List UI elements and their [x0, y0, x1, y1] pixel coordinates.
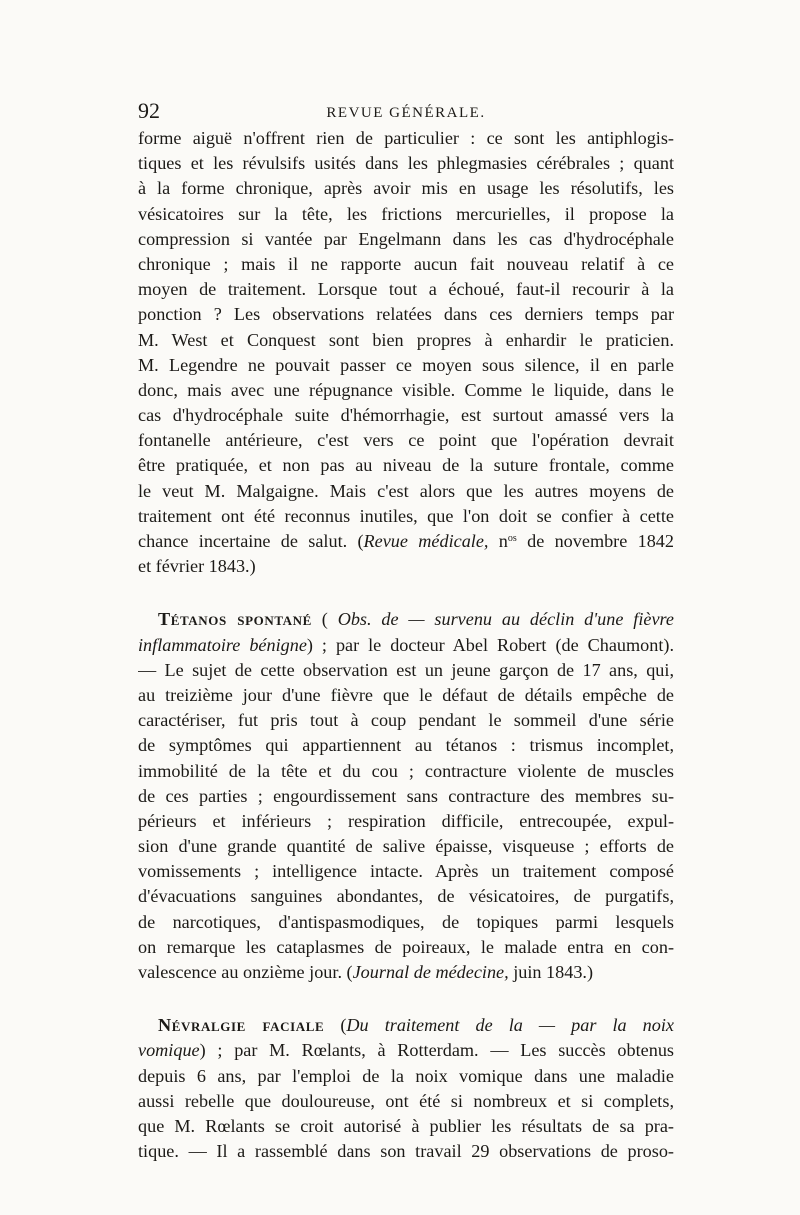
section-gap [138, 579, 674, 607]
section-subtitle-cont: vomique [138, 1040, 200, 1061]
text-line: — Le sujet de cette observation est un jeune garçon de 17 ans, qui, [138, 659, 674, 680]
text-line: ponction ? Les observations relatées dans ces derniers temps par [138, 304, 674, 325]
text-line: cas d'hydrocéphale suite d'hémorrhagie, est surtout amassé vers la [138, 405, 674, 426]
citation-journal: Journal de médecine, [352, 962, 509, 982]
paragraph-hydrocephale [138, 126, 674, 579]
text-line: de ces parties ; engourdissement sans contracture des membres su- [138, 785, 674, 806]
text-line: le veut M. Malgaigne. Mais c'est alors que les autres moyens de [138, 480, 674, 501]
text-line: compression si vantée par Engelmann dans les cas d'hydrocéphale [138, 228, 674, 249]
text-line: d'évacuations sanguines abondantes, de vésicatoires, de purgatifs, [138, 886, 674, 907]
text-line: à la forme chronique, après avoir mis en usage les résolutifs, les [138, 178, 674, 199]
text-line: de symptômes qui appartiennent au tétanos : trismus incomplet, [138, 735, 674, 756]
section-title-nevralgie: Névralgie faciale [158, 1015, 325, 1036]
section-heading-line [138, 607, 674, 632]
text-line: être pratiquée, et non pas au niveau de la suture frontale, comme [138, 455, 674, 476]
text-line: et février 1843.) [138, 556, 256, 577]
text-line: au treizième jour d'une fièvre que le défaut de détails empêche de [138, 684, 674, 705]
text-line: M. Legendre ne pouvait passer ce moyen sous silence, il en parle [138, 354, 674, 375]
text-line: sion d'une grande quantité de salive épaisse, visqueuse ; efforts de [138, 836, 674, 857]
section-gap [138, 985, 674, 1013]
text-line-citation [138, 960, 674, 985]
section-subtitle: Du traitement de la — par la noix [346, 1015, 674, 1036]
text-line: donc, mais avec une répugnance visible. Comme le liquide, dans le [138, 379, 674, 400]
text-line: moyen de traitement. Lorsque tout a échoué, faut-il recourir à la [138, 279, 674, 300]
section-author: ) ; par M. Rœlants, à Rotterdam. — Les succès obtenus [199, 1040, 674, 1061]
text-line [138, 633, 674, 658]
text-line: chronique ; mais il ne rapporte aucun fait nouveau relatif à ce [138, 253, 674, 274]
text-line: depuis 6 ans, par l'emploi de la noix vomique dans une maladie [138, 1065, 674, 1086]
text-line: traitement ont été reconnus inutiles, que l'on doit se confier à cette [138, 505, 674, 526]
text-line: aussi rebelle que douloureuse, ont été si nombreux et si complets, [138, 1090, 674, 1111]
text-line: de narcotiques, d'antispasmodiques, de topiques parmi lesquels [138, 911, 674, 932]
citation-lead: valescence au onzième jour. ( [138, 962, 353, 982]
text-line-citation: chance incertaine de salut. (Revue médicale, $n^{os}$ de novembre 1842 [138, 531, 674, 551]
text-line: périeurs et inférieurs ; respiration difficile, entrecoupée, expul- [138, 810, 674, 831]
text-line: M. West et Conquest sont bien propres à enhardir le praticien. [138, 329, 674, 350]
page-header [138, 98, 674, 126]
text-line: on remarque les cataplasmes de poireaux, le malade entra en con- [138, 936, 674, 957]
page-number: 92 [138, 98, 160, 123]
text-line: fontanelle antérieure, c'est vers ce point que l'opération devrait [138, 430, 674, 451]
paren: ( [321, 609, 328, 630]
section-author: ) ; par le docteur Abel Robert (de Chaumont). [306, 634, 674, 655]
text-line: tique. — Il a rassemblé dans son travail 29 observations de proso- [138, 1141, 674, 1162]
text-line: vomissements ; intelligence intacte. Après un traitement composé [138, 861, 674, 882]
text-line: tiques et les révulsifs usités dans les phlegmasies cérébrales ; quant [138, 153, 674, 174]
citation-numero: n [498, 531, 508, 551]
section-heading-line [138, 1013, 674, 1038]
running-title: REVUE GÉNÉRALE. [326, 105, 486, 121]
section-subtitle-cont: inflammatoire bénigne [138, 634, 307, 655]
citation-rest: juin 1843.) [513, 962, 594, 982]
paragraph-tetanos [138, 607, 674, 985]
text-line: forme aiguë n'offrent rien de particulier : ce sont les antiphlogis- [138, 128, 674, 148]
section-subtitle: Obs. de — survenu au déclin d'une fièvre [337, 609, 674, 630]
text-line [138, 1038, 674, 1063]
paren: ( [340, 1015, 347, 1036]
text-line: que M. Rœlants se croit autorisé à publier les résultats de sa pra- [138, 1115, 674, 1136]
section-title-tetanos: Tétanos spontané [158, 609, 312, 630]
citation-journal: Revue médicale, [363, 531, 489, 551]
body-text [138, 126, 674, 1164]
citation-rest: de novembre 1842 [527, 531, 674, 551]
paragraph-nevralgie [138, 1013, 674, 1164]
citation-numero-sup: os [507, 533, 517, 544]
text-line: vésicatoires sur la tête, les frictions mercurielles, il propose la [138, 203, 674, 224]
text-line: caractériser, fut pris tout à coup pendant le sommeil d'une série [138, 710, 674, 731]
text-line: immobilité de la tête et du cou ; contracture violente de muscles [138, 760, 674, 781]
citation-lead: chance incertaine de salut. [138, 531, 348, 551]
